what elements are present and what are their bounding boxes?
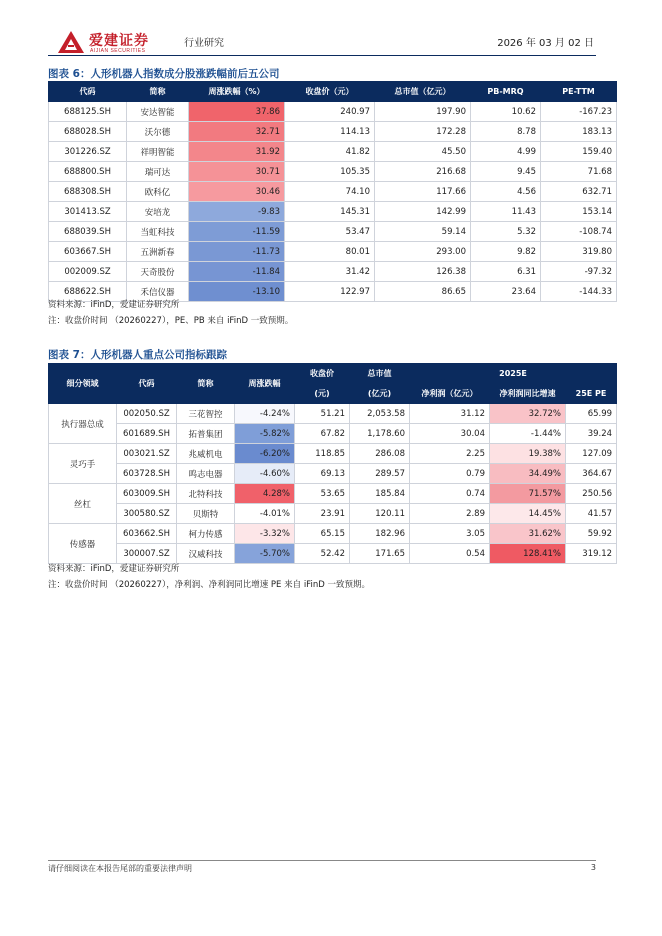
table7-note: 注：收盘价时间 （20260227），净利润、净利润同比增速 PE 来自 iFinD 一致预期。 [48, 580, 370, 590]
table-cell: 632.71 [541, 182, 617, 202]
cell-profit: 2.89 [410, 504, 490, 524]
table-cell: 59.14 [375, 222, 471, 242]
page-number: 3 [590, 863, 596, 872]
cell-growth: 14.45% [490, 504, 566, 524]
cell-growth: 128.41% [490, 544, 566, 564]
table-cell: -13.10 [189, 282, 285, 302]
table-cell: 沃尔德 [127, 122, 189, 142]
cell-profit: 0.54 [410, 544, 490, 564]
table-row [49, 102, 617, 122]
cell-mcap: 1,178.60 [350, 424, 410, 444]
cell-code: 002050.SZ [117, 404, 177, 424]
table-cell: 4.99 [471, 142, 541, 162]
th-profit-growth: 净利润同比增速 [490, 384, 566, 404]
table-cell: 安达智能 [127, 102, 189, 122]
table6-col-header: PB-MRQ [471, 82, 541, 102]
table-cell: 禾信仪器 [127, 282, 189, 302]
table-cell: 9.45 [471, 162, 541, 182]
cell-mcap: 289.57 [350, 464, 410, 484]
cell-weekly: -4.01% [235, 504, 295, 524]
segment-cell: 丝杠 [49, 484, 117, 524]
brand-name-cn: 爱建证券 [89, 33, 149, 49]
table-row [49, 222, 617, 242]
cell-pe: 59.92 [566, 524, 617, 544]
table-cell: 安培龙 [127, 202, 189, 222]
table6-gainers-losers [48, 81, 617, 302]
table-cell: 80.01 [285, 242, 375, 262]
table-cell: 603667.SH [49, 242, 127, 262]
cell-pe: 364.67 [566, 464, 617, 484]
table6-note: 注：收盘价时间 （20260227），PE、PB 来自 iFinD 一致预期。 [48, 316, 294, 326]
table-cell: 天奇股份 [127, 262, 189, 282]
table-cell: 183.13 [541, 122, 617, 142]
th-pe: 25E PE [566, 384, 617, 404]
table6-col-header: 总市值（亿元） [375, 82, 471, 102]
table-cell: 53.47 [285, 222, 375, 242]
th-code: 代码 [117, 364, 177, 404]
table-row [49, 162, 617, 182]
th-close-price-unit: (元) [295, 384, 350, 404]
table-cell: 688308.SH [49, 182, 127, 202]
table-cell: 瑞可达 [127, 162, 189, 182]
report-section: 行业研究 [184, 38, 224, 49]
table-cell: 当虹科技 [127, 222, 189, 242]
table-row [49, 182, 617, 202]
cell-pe: 39.24 [566, 424, 617, 444]
cell-weekly: 4.28% [235, 484, 295, 504]
table6-col-header: 收盘价（元） [285, 82, 375, 102]
cell-close: 65.15 [295, 524, 350, 544]
cell-code: 603662.SH [117, 524, 177, 544]
cell-weekly: -4.60% [235, 464, 295, 484]
table-row [49, 484, 617, 504]
table-cell: 23.64 [471, 282, 541, 302]
table-cell: 117.66 [375, 182, 471, 202]
cell-profit: 30.04 [410, 424, 490, 444]
footer-disclaimer: 请仔细阅读在本报告尾部的重要法律声明 [48, 864, 192, 873]
cell-growth: 32.72% [490, 404, 566, 424]
table-cell: 30.71 [189, 162, 285, 182]
table6-col-header: 简称 [127, 82, 189, 102]
table-cell: 688039.SH [49, 222, 127, 242]
table-cell: -11.59 [189, 222, 285, 242]
table-cell: 4.56 [471, 182, 541, 202]
table-cell: 301226.SZ [49, 142, 127, 162]
table-row [49, 504, 617, 524]
table-cell: 10.62 [471, 102, 541, 122]
cell-code: 003021.SZ [117, 444, 177, 464]
table-cell: 688028.SH [49, 122, 127, 142]
table-cell: 240.97 [285, 102, 375, 122]
table6-col-header: 代码 [49, 82, 127, 102]
table-row [49, 444, 617, 464]
th-name: 简称 [177, 364, 235, 404]
th-market-cap-unit: (亿元) [350, 384, 410, 404]
cell-pe: 319.12 [566, 544, 617, 564]
table-cell: 216.68 [375, 162, 471, 182]
table-cell: 105.35 [285, 162, 375, 182]
cell-mcap: 120.11 [350, 504, 410, 524]
table7-source: 资料来源：iFinD，爱建证券研究所 [48, 564, 180, 574]
table-cell: 114.13 [285, 122, 375, 142]
table-cell: 祥明智能 [127, 142, 189, 162]
table-cell: 37.86 [189, 102, 285, 122]
cell-pe: 250.56 [566, 484, 617, 504]
cell-close: 69.13 [295, 464, 350, 484]
table-cell: 6.31 [471, 262, 541, 282]
cell-name: 柯力传感 [177, 524, 235, 544]
page-header [48, 28, 614, 54]
table-cell: 002009.SZ [49, 262, 127, 282]
table-cell: 45.50 [375, 142, 471, 162]
table-cell: 11.43 [471, 202, 541, 222]
aijian-logo-icon [57, 30, 85, 54]
table-row [49, 122, 617, 142]
cell-close: 23.91 [295, 504, 350, 524]
table-row [49, 424, 617, 444]
th-net-profit: 净利润（亿元） [410, 384, 490, 404]
table-row [49, 202, 617, 222]
table-cell: 153.14 [541, 202, 617, 222]
cell-close: 52.42 [295, 544, 350, 564]
table-cell: 5.32 [471, 222, 541, 242]
brand-name-en: AIJIAN SECURITIES [90, 48, 146, 54]
table-cell: 9.82 [471, 242, 541, 262]
cell-name: 贝斯特 [177, 504, 235, 524]
cell-pe: 65.99 [566, 404, 617, 424]
cell-code: 603009.SH [117, 484, 177, 504]
table-cell: -11.73 [189, 242, 285, 262]
cell-mcap: 182.96 [350, 524, 410, 544]
cell-code: 300580.SZ [117, 504, 177, 524]
cell-growth: 19.38% [490, 444, 566, 464]
report-date: 2026 年 03 月 02 日 [497, 38, 594, 49]
table-cell: -144.33 [541, 282, 617, 302]
cell-growth: 31.62% [490, 524, 566, 544]
table-cell: 688622.SH [49, 282, 127, 302]
table6-col-header: PE-TTM [541, 82, 617, 102]
cell-mcap: 286.08 [350, 444, 410, 464]
cell-weekly: -5.82% [235, 424, 295, 444]
table-cell: -9.83 [189, 202, 285, 222]
cell-growth: 34.49% [490, 464, 566, 484]
segment-cell: 执行器总成 [49, 404, 117, 444]
table7-key-companies [48, 363, 617, 564]
cell-name: 兆威机电 [177, 444, 235, 464]
th-market-cap: 总市值 [350, 364, 410, 384]
table6-col-header: 周涨跌幅（%） [189, 82, 285, 102]
table-cell: 31.92 [189, 142, 285, 162]
table7-title: 图表 7：人形机器人重点公司指标跟踪 [48, 349, 227, 361]
table-cell: 688800.SH [49, 162, 127, 182]
cell-code: 300007.SZ [117, 544, 177, 564]
table-cell: 122.97 [285, 282, 375, 302]
cell-mcap: 2,053.58 [350, 404, 410, 424]
table-row [49, 262, 617, 282]
table-cell: 688125.SH [49, 102, 127, 122]
cell-close: 53.65 [295, 484, 350, 504]
th-forecast-year: 2025E [410, 364, 617, 384]
table-cell: 301413.SZ [49, 202, 127, 222]
table-cell: 41.82 [285, 142, 375, 162]
table-cell: -11.84 [189, 262, 285, 282]
cell-close: 118.85 [295, 444, 350, 464]
cell-name: 鸣志电器 [177, 464, 235, 484]
th-close-price: 收盘价 [295, 364, 350, 384]
table-cell: 142.99 [375, 202, 471, 222]
cell-weekly: -6.20% [235, 444, 295, 464]
cell-code: 603728.SH [117, 464, 177, 484]
table-cell: 319.80 [541, 242, 617, 262]
cell-name: 三花智控 [177, 404, 235, 424]
header-divider [48, 55, 596, 56]
table-row [49, 142, 617, 162]
cell-mcap: 185.84 [350, 484, 410, 504]
th-weekly-change: 周涨跌幅 [235, 364, 295, 404]
cell-profit: 2.25 [410, 444, 490, 464]
table-row [49, 242, 617, 262]
cell-growth: 71.57% [490, 484, 566, 504]
table6-header-row [49, 82, 617, 102]
table-cell: 159.40 [541, 142, 617, 162]
footer-divider [48, 860, 596, 861]
cell-name: 汉威科技 [177, 544, 235, 564]
cell-profit: 0.79 [410, 464, 490, 484]
table-cell: 31.42 [285, 262, 375, 282]
table6-title: 图表 6：人形机器人指数成分股涨跌幅前后五公司 [48, 68, 280, 80]
cell-mcap: 171.65 [350, 544, 410, 564]
table-cell: 71.68 [541, 162, 617, 182]
table-cell: 30.46 [189, 182, 285, 202]
table-cell: 86.65 [375, 282, 471, 302]
segment-cell: 灵巧手 [49, 444, 117, 484]
table-row [49, 524, 617, 544]
table6-source: 资料来源：iFinD，爱建证券研究所 [48, 300, 180, 310]
cell-weekly: -5.70% [235, 544, 295, 564]
cell-weekly: -4.24% [235, 404, 295, 424]
cell-name: 拓普集团 [177, 424, 235, 444]
table-cell: -97.32 [541, 262, 617, 282]
table-cell: 126.38 [375, 262, 471, 282]
table-cell: 32.71 [189, 122, 285, 142]
cell-weekly: -3.32% [235, 524, 295, 544]
cell-name: 北特科技 [177, 484, 235, 504]
table-cell: 欧科亿 [127, 182, 189, 202]
table-cell: 五洲新春 [127, 242, 189, 262]
cell-profit: 31.12 [410, 404, 490, 424]
table-cell: 145.31 [285, 202, 375, 222]
cell-profit: 0.74 [410, 484, 490, 504]
table-cell: 74.10 [285, 182, 375, 202]
cell-pe: 127.09 [566, 444, 617, 464]
th-segment: 细分领域 [49, 364, 117, 404]
table-row [49, 404, 617, 424]
cell-code: 601689.SH [117, 424, 177, 444]
cell-close: 51.21 [295, 404, 350, 424]
cell-growth: -1.44% [490, 424, 566, 444]
table-cell: -167.23 [541, 102, 617, 122]
cell-profit: 3.05 [410, 524, 490, 544]
table-row [49, 544, 617, 564]
table-cell: -108.74 [541, 222, 617, 242]
cell-close: 67.82 [295, 424, 350, 444]
table-cell: 8.78 [471, 122, 541, 142]
segment-cell: 传感器 [49, 524, 117, 564]
table-cell: 172.28 [375, 122, 471, 142]
table-cell: 293.00 [375, 242, 471, 262]
table-row [49, 464, 617, 484]
table-cell: 197.90 [375, 102, 471, 122]
cell-pe: 41.57 [566, 504, 617, 524]
